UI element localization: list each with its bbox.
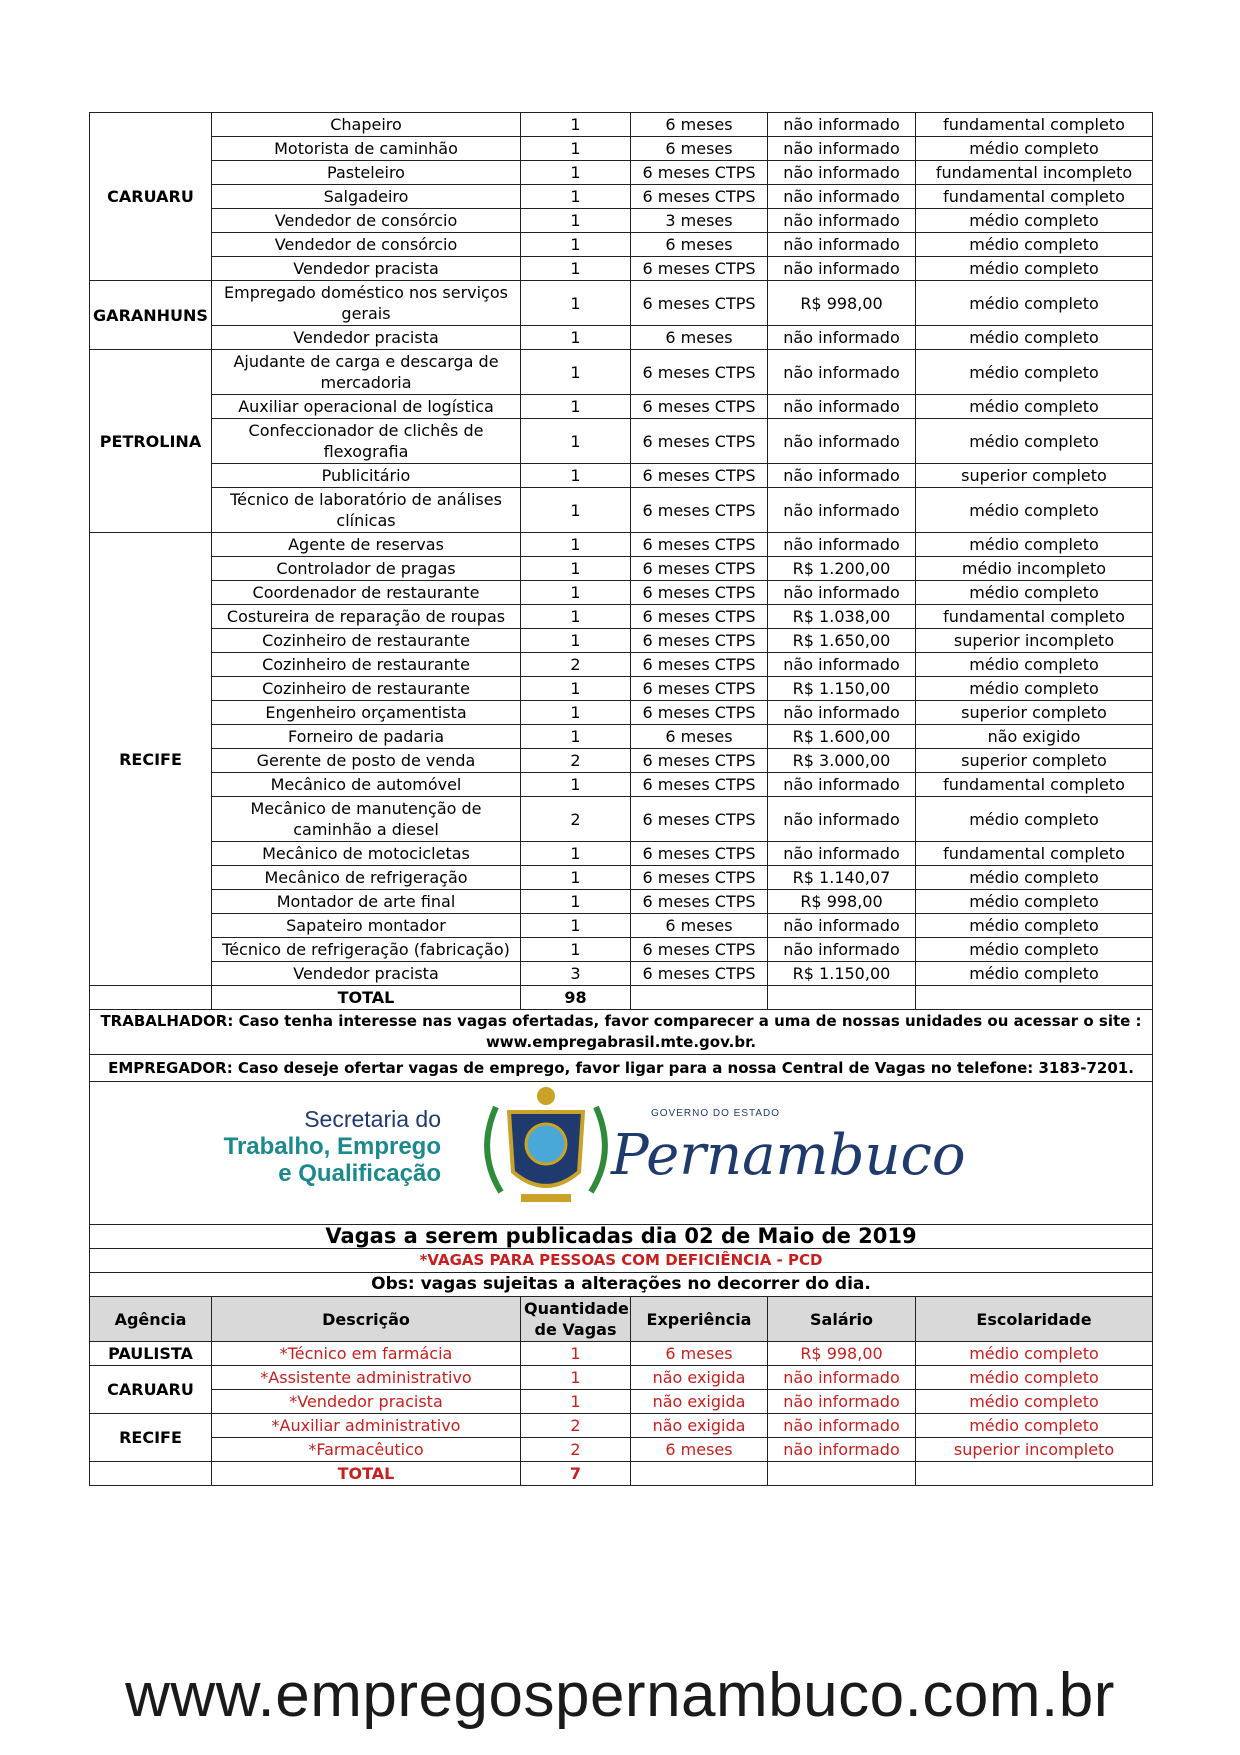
vacancy-count: 1 (521, 257, 631, 281)
table-row (90, 161, 1153, 185)
salary: não informado (768, 488, 916, 533)
vacancy-count: 1 (521, 137, 631, 161)
education: médio completo (916, 233, 1153, 257)
pcd-education: médio completo (916, 1414, 1153, 1438)
secretaria-line1: Secretaria do (304, 1106, 441, 1132)
education: fundamental completo (916, 773, 1153, 797)
table-row (90, 395, 1153, 419)
pcd-count: 1 (521, 1366, 631, 1390)
education: fundamental completo (916, 113, 1153, 137)
vacancy-count: 1 (521, 350, 631, 395)
education: médio incompleto (916, 557, 1153, 581)
job-description: Cozinheiro de restaurante (212, 677, 521, 701)
vacancy-count: 1 (521, 395, 631, 419)
pcd-description: *Auxiliar administrativo (212, 1414, 521, 1438)
pcd-agency-cell: PAULISTA (90, 1342, 212, 1366)
job-description: Mecânico de manutenção de caminhão a diesel (212, 797, 521, 842)
salary: R$ 1.200,00 (768, 557, 916, 581)
job-description: Vendedor de consórcio (212, 209, 521, 233)
salary: não informado (768, 914, 916, 938)
agency-cell: CARUARU (90, 113, 212, 281)
pcd-description: *Assistente administrativo (212, 1366, 521, 1390)
table-row (90, 890, 1153, 914)
education: médio completo (916, 419, 1153, 464)
pcd-experience: 6 meses (631, 1342, 768, 1366)
vacancy-count: 1 (521, 209, 631, 233)
pcd-total-value: 7 (521, 1462, 631, 1486)
pcd-row (90, 1414, 1153, 1438)
vacancies-table (89, 112, 1153, 1010)
vacancy-count: 1 (521, 185, 631, 209)
salary: não informado (768, 701, 916, 725)
experience: 6 meses CTPS (631, 464, 768, 488)
job-description: Montador de arte final (212, 890, 521, 914)
experience: 6 meses CTPS (631, 677, 768, 701)
salary: R$ 1.600,00 (768, 725, 916, 749)
header-agencia: Agência (90, 1297, 212, 1342)
pcd-total-blank (90, 1462, 212, 1486)
secretaria-logo (224, 1106, 441, 1187)
job-description: Coordenador de restaurante (212, 581, 521, 605)
pcd-education: médio completo (916, 1342, 1153, 1366)
header-experiencia: Experiência (631, 1297, 768, 1342)
education: médio completo (916, 350, 1153, 395)
table-row (90, 677, 1153, 701)
pcd-total-empty (916, 1462, 1153, 1486)
experience: 6 meses (631, 233, 768, 257)
pcd-experience: não exigida (631, 1414, 768, 1438)
vacancy-count: 1 (521, 326, 631, 350)
job-description: Auxiliar operacional de logística (212, 395, 521, 419)
table-row (90, 605, 1153, 629)
experience: 6 meses (631, 914, 768, 938)
vacancy-count: 1 (521, 677, 631, 701)
pcd-total-empty (631, 1462, 768, 1486)
experience: 6 meses CTPS (631, 488, 768, 533)
total-empty (916, 986, 1153, 1010)
header-escolaridade: Escolaridade (916, 1297, 1153, 1342)
pcd-row (90, 1390, 1153, 1414)
education: médio completo (916, 677, 1153, 701)
salary: não informado (768, 257, 916, 281)
vacancy-count: 1 (521, 725, 631, 749)
salary: R$ 3.000,00 (768, 749, 916, 773)
vacancy-count: 1 (521, 629, 631, 653)
table-row (90, 938, 1153, 962)
salary: não informado (768, 842, 916, 866)
job-description: Mecânico de refrigeração (212, 866, 521, 890)
table-row (90, 326, 1153, 350)
table-row (90, 281, 1153, 326)
education: médio completo (916, 962, 1153, 986)
job-description: Empregado doméstico nos serviços gerais (212, 281, 521, 326)
job-description: Pasteleiro (212, 161, 521, 185)
job-description: Motorista de caminhão (212, 137, 521, 161)
experience: 6 meses CTPS (631, 962, 768, 986)
experience: 6 meses CTPS (631, 350, 768, 395)
job-description: Vendedor pracista (212, 257, 521, 281)
education: não exigido (916, 725, 1153, 749)
vacancy-count: 2 (521, 749, 631, 773)
table-row (90, 257, 1153, 281)
job-description: Vendedor pracista (212, 326, 521, 350)
job-description: Vendedor pracista (212, 962, 521, 986)
table-row (90, 701, 1153, 725)
vacancy-count: 1 (521, 113, 631, 137)
experience: 6 meses CTPS (631, 605, 768, 629)
pcd-count: 1 (521, 1390, 631, 1414)
vacancy-count: 1 (521, 938, 631, 962)
education: superior incompleto (916, 629, 1153, 653)
education: médio completo (916, 890, 1153, 914)
pcd-experience: 6 meses (631, 1438, 768, 1462)
job-description: Vendedor de consórcio (212, 233, 521, 257)
pcd-row (90, 1438, 1153, 1462)
education: médio completo (916, 257, 1153, 281)
experience: 6 meses CTPS (631, 185, 768, 209)
education: médio completo (916, 653, 1153, 677)
table-row (90, 725, 1153, 749)
education: médio completo (916, 209, 1153, 233)
education: médio completo (916, 326, 1153, 350)
salary: não informado (768, 938, 916, 962)
salary: R$ 998,00 (768, 281, 916, 326)
pcd-agency-cell: RECIFE (90, 1414, 212, 1462)
experience: 6 meses CTPS (631, 395, 768, 419)
education: médio completo (916, 914, 1153, 938)
experience: 6 meses CTPS (631, 866, 768, 890)
experience: 3 meses (631, 209, 768, 233)
total-label: TOTAL (212, 986, 521, 1010)
pcd-experience: não exigida (631, 1390, 768, 1414)
worker-note (90, 1010, 1153, 1055)
table-row (90, 581, 1153, 605)
logos-svg (91, 1082, 1151, 1219)
job-description: Salgadeiro (212, 185, 521, 209)
table-row (90, 350, 1153, 395)
vacancy-count: 1 (521, 488, 631, 533)
table-row (90, 113, 1153, 137)
experience: 6 meses CTPS (631, 161, 768, 185)
education: médio completo (916, 581, 1153, 605)
pcd-salary: R$ 998,00 (768, 1342, 916, 1366)
job-description: Mecânico de motocicletas (212, 842, 521, 866)
education: fundamental completo (916, 842, 1153, 866)
job-description: Cozinheiro de restaurante (212, 653, 521, 677)
table-row (90, 773, 1153, 797)
salary: não informado (768, 185, 916, 209)
salary: não informado (768, 395, 916, 419)
experience: 6 meses CTPS (631, 938, 768, 962)
experience: 6 meses CTPS (631, 749, 768, 773)
pcd-title: Vagas a serem publicadas dia 02 de Maio de 2019 (90, 1225, 1153, 1249)
job-description: Técnico de refrigeração (fabricação) (212, 938, 521, 962)
secretaria-line2: Trabalho, Emprego (223, 1133, 441, 1160)
pernambuco-logo (610, 1108, 966, 1188)
pernambuco-wordmark: Pernambuco (611, 1123, 966, 1188)
pcd-count: 1 (521, 1342, 631, 1366)
experience: 6 meses CTPS (631, 629, 768, 653)
salary: não informado (768, 137, 916, 161)
salary: R$ 1.150,00 (768, 677, 916, 701)
table-row (90, 842, 1153, 866)
pcd-education: superior incompleto (916, 1438, 1153, 1462)
table-row (90, 866, 1153, 890)
pcd-experience: não exigida (631, 1366, 768, 1390)
job-description: Agente de reservas (212, 533, 521, 557)
pcd-total-label: TOTAL (212, 1462, 521, 1486)
vacancy-count: 2 (521, 653, 631, 677)
worker-note-line1: TRABALHADOR: Caso tenha interesse nas vagas ofertadas, favor comparecer a uma de nossas unidades ou acessar o site : (100, 1012, 1142, 1030)
vacancy-count: 3 (521, 962, 631, 986)
logos-banner (90, 1082, 1153, 1225)
header-descricao: Descrição (212, 1297, 521, 1342)
pcd-education: médio completo (916, 1366, 1153, 1390)
pcd-salary: não informado (768, 1390, 916, 1414)
experience: 6 meses CTPS (631, 581, 768, 605)
pcd-subtitle-row (90, 1249, 1153, 1273)
table-row (90, 914, 1153, 938)
worker-note-site: www.empregabrasil.mte.gov.br. (485, 1033, 757, 1051)
secretaria-line3: e Qualificação (278, 1160, 441, 1187)
pcd-description: *Técnico em farmácia (212, 1342, 521, 1366)
salary: não informado (768, 533, 916, 557)
pcd-total-row (90, 1462, 1153, 1486)
pcd-count: 2 (521, 1438, 631, 1462)
experience: 6 meses CTPS (631, 653, 768, 677)
table-row (90, 464, 1153, 488)
governo-label: GOVERNO DO ESTADO (651, 1108, 781, 1119)
total-value: 98 (521, 986, 631, 1010)
salary: não informado (768, 419, 916, 464)
salary: não informado (768, 161, 916, 185)
table-row (90, 419, 1153, 464)
coat-of-arms-icon (487, 1087, 605, 1202)
salary: não informado (768, 326, 916, 350)
salary: não informado (768, 113, 916, 137)
table-row (90, 962, 1153, 986)
salary: R$ 1.038,00 (768, 605, 916, 629)
table-row (90, 137, 1153, 161)
notes-and-pcd-table (89, 1009, 1153, 1486)
education: superior completo (916, 749, 1153, 773)
job-description: Gerente de posto de venda (212, 749, 521, 773)
education: médio completo (916, 938, 1153, 962)
table-row (90, 488, 1153, 533)
job-description: Controlador de pragas (212, 557, 521, 581)
education: médio completo (916, 488, 1153, 533)
pcd-obs: Obs: vagas sujeitas a alterações no decorrer do dia. (90, 1273, 1153, 1297)
vacancy-count: 1 (521, 533, 631, 557)
total-blank (90, 986, 212, 1010)
experience: 6 meses CTPS (631, 842, 768, 866)
worker-note-row (90, 1010, 1153, 1055)
job-description: Cozinheiro de restaurante (212, 629, 521, 653)
total-empty (631, 986, 768, 1010)
vacancy-count: 1 (521, 866, 631, 890)
agency-cell: RECIFE (90, 533, 212, 986)
education: médio completo (916, 533, 1153, 557)
pcd-education: médio completo (916, 1390, 1153, 1414)
salary: não informado (768, 464, 916, 488)
salary: não informado (768, 653, 916, 677)
salary: não informado (768, 581, 916, 605)
pcd-description: *Farmacêutico (212, 1438, 521, 1462)
vacancy-count: 2 (521, 797, 631, 842)
experience: 6 meses CTPS (631, 257, 768, 281)
employer-note: EMPREGADOR: Caso deseje ofertar vagas de emprego, favor ligar para a nossa Central de Vagas no telefone: 3183-7201. (90, 1055, 1153, 1082)
education: médio completo (916, 281, 1153, 326)
experience: 6 meses CTPS (631, 557, 768, 581)
experience: 6 meses CTPS (631, 797, 768, 842)
job-description: Publicitário (212, 464, 521, 488)
pcd-salary: não informado (768, 1438, 916, 1462)
vacancy-count: 1 (521, 773, 631, 797)
table-row (90, 185, 1153, 209)
education: médio completo (916, 395, 1153, 419)
experience: 6 meses CTPS (631, 419, 768, 464)
vacancy-count: 1 (521, 281, 631, 326)
salary: não informado (768, 209, 916, 233)
salary: R$ 998,00 (768, 890, 916, 914)
pcd-row (90, 1366, 1153, 1390)
salary: R$ 1.140,07 (768, 866, 916, 890)
experience: 6 meses (631, 725, 768, 749)
experience: 6 meses (631, 137, 768, 161)
job-description: Sapateiro montador (212, 914, 521, 938)
vacancy-count: 1 (521, 464, 631, 488)
table-row (90, 749, 1153, 773)
vacancy-count: 1 (521, 605, 631, 629)
pcd-row (90, 1342, 1153, 1366)
pcd-title-row (90, 1225, 1153, 1249)
education: médio completo (916, 866, 1153, 890)
job-description: Chapeiro (212, 113, 521, 137)
salary: não informado (768, 350, 916, 395)
vacancies-table-body (90, 113, 1153, 1010)
pcd-subtitle: *VAGAS PARA PESSOAS COM DEFICIÊNCIA - PCD (90, 1249, 1153, 1273)
pcd-salary: não informado (768, 1414, 916, 1438)
education: médio completo (916, 137, 1153, 161)
education: fundamental completo (916, 605, 1153, 629)
table-row (90, 557, 1153, 581)
table-row (90, 233, 1153, 257)
header-salario: Salário (768, 1297, 916, 1342)
salary: não informado (768, 773, 916, 797)
vacancy-count: 1 (521, 701, 631, 725)
vacancy-count: 1 (521, 161, 631, 185)
pcd-obs-row (90, 1273, 1153, 1297)
vacancy-count: 1 (521, 581, 631, 605)
vacancy-count: 1 (521, 233, 631, 257)
table-row (90, 653, 1153, 677)
header-quantidade: Quantidade de Vagas (521, 1297, 631, 1342)
employer-note-row (90, 1055, 1153, 1082)
pcd-salary: não informado (768, 1366, 916, 1390)
vacancy-count: 1 (521, 419, 631, 464)
total-empty (768, 986, 916, 1010)
experience: 6 meses CTPS (631, 701, 768, 725)
job-description: Engenheiro orçamentista (212, 701, 521, 725)
pcd-description: *Vendedor pracista (212, 1390, 521, 1414)
pcd-total-empty (768, 1462, 916, 1486)
experience: 6 meses (631, 113, 768, 137)
experience: 6 meses CTPS (631, 773, 768, 797)
experience: 6 meses CTPS (631, 281, 768, 326)
experience: 6 meses CTPS (631, 533, 768, 557)
job-description: Forneiro de padaria (212, 725, 521, 749)
job-description: Confeccionador de clichês de flexografia (212, 419, 521, 464)
salary: R$ 1.650,00 (768, 629, 916, 653)
salary: não informado (768, 797, 916, 842)
vacancy-count: 1 (521, 890, 631, 914)
agency-cell: PETROLINA (90, 350, 212, 533)
job-description: Ajudante de carga e descarga de mercadoria (212, 350, 521, 395)
education: fundamental incompleto (916, 161, 1153, 185)
pcd-agency-cell: CARUARU (90, 1366, 212, 1414)
agency-cell: GARANHUNS (90, 281, 212, 350)
education: superior completo (916, 701, 1153, 725)
table-row (90, 629, 1153, 653)
table-row (90, 533, 1153, 557)
job-description: Mecânico de automóvel (212, 773, 521, 797)
salary: não informado (768, 233, 916, 257)
footer-url: www.empregospernambuco.com.br (125, 1661, 1115, 1730)
experience: 6 meses CTPS (631, 890, 768, 914)
table-row (90, 797, 1153, 842)
total-row (90, 986, 1153, 1010)
job-description: Costureira de reparação de roupas (212, 605, 521, 629)
logos-row (90, 1082, 1153, 1225)
table-row (90, 209, 1153, 233)
education: médio completo (916, 797, 1153, 842)
pcd-table-body (90, 1342, 1153, 1486)
salary: R$ 1.150,00 (768, 962, 916, 986)
pcd-count: 2 (521, 1414, 631, 1438)
vacancy-count: 1 (521, 557, 631, 581)
pcd-header-row (90, 1297, 1153, 1342)
vacancy-count: 1 (521, 914, 631, 938)
education: superior completo (916, 464, 1153, 488)
experience: 6 meses (631, 326, 768, 350)
vacancy-count: 1 (521, 842, 631, 866)
education: fundamental completo (916, 185, 1153, 209)
job-description: Técnico de laboratório de análises clínicas (212, 488, 521, 533)
